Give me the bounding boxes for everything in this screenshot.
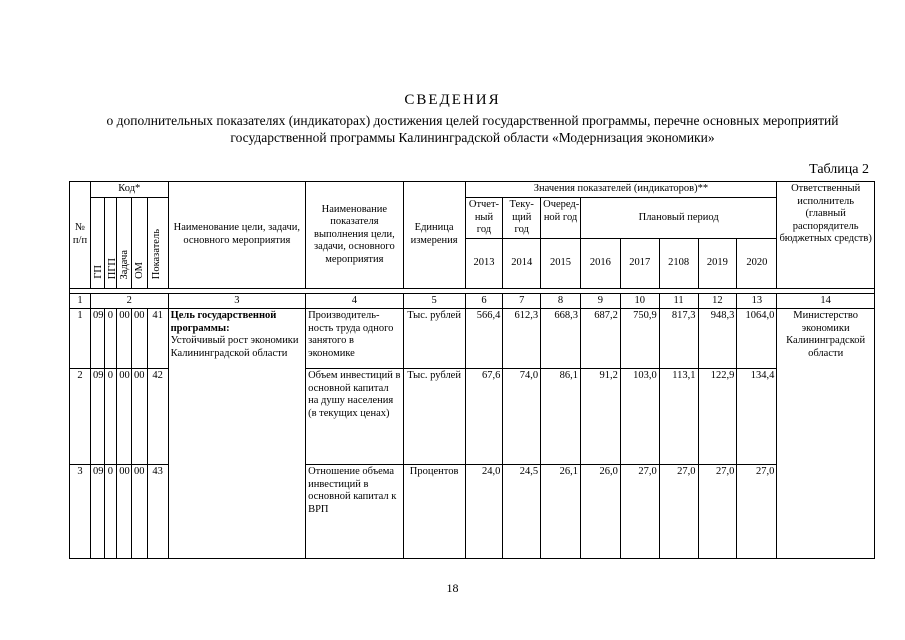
code-task: 00 [117,369,132,465]
col-number: 13 [737,293,777,309]
col-number: 12 [698,293,737,309]
value-2017: 750,9 [620,309,659,369]
header-goal: Наименование цели, задачи, основного мероприятия [168,182,305,289]
unit: Процентов [403,465,465,559]
value-2014: 74,0 [503,369,541,465]
goal-title: Цель государственной программы: [170,310,277,334]
value-2015: 668,3 [541,309,581,369]
value-2016: 26,0 [580,465,620,559]
code-gp: 09 [90,369,104,465]
year-2015: 2015 [541,238,581,288]
value-2015: 26,1 [541,465,581,559]
code-om: 00 [131,309,147,369]
col-number: 2 [90,293,168,309]
value-2108: 27,0 [659,465,698,559]
row-num: 3 [70,465,91,559]
code-gp: 09 [90,465,104,559]
year-2013: 2013 [465,238,503,288]
document-subtitle: о дополнительных показателях (индикаторах) достижения целей государственной программы, перечне основных мероприятий государственной программы Калининградской области «Модернизация экономики» [106,113,839,145]
header-indicator: Наименование показателя выполнения цели, задачи, основного мероприятия [306,182,404,289]
code-pgp: 0 [104,465,117,559]
table-label: Таблица 2 [809,162,869,177]
code-om: 00 [131,369,147,465]
row-num: 2 [70,369,91,465]
header-values: Значения показателей (индикаторов)** [465,182,777,198]
col-number: 4 [306,293,404,309]
value-2020: 134,4 [737,369,777,465]
value-2108: 817,3 [659,309,698,369]
indicator-name: Производитель-ность труда одного занятого в экономике [306,309,404,369]
header-next-year: Очеред-ной год [541,198,581,239]
unit: Тыс. рублей [403,369,465,465]
col-number: 7 [503,293,541,309]
value-2014: 24,5 [503,465,541,559]
value-2108: 113,1 [659,369,698,465]
col-number: 9 [580,293,620,309]
code-om: 00 [131,465,147,559]
year-2014: 2014 [503,238,541,288]
code-pgp: 0 [104,309,117,369]
col-number: 1 [70,293,91,309]
year-2017: 2017 [620,238,659,288]
value-2020: 1064,0 [737,309,777,369]
year-2016: 2016 [580,238,620,288]
header-current-year: Теку-щий год [503,198,541,239]
header-code-pgp: ПГП [106,257,118,279]
header-code-gp: ГП [92,265,104,279]
goal-text: Устойчивый рост экономики Калининградской области [170,335,299,359]
code-task: 00 [117,309,132,369]
document-title: СВЕДЕНИЯ [404,92,501,108]
table-row [70,309,875,369]
col-number: 3 [168,293,305,309]
year-2019: 2019 [698,238,737,288]
indicator-name: Объем инвестиций в основной капитал на душу населения (в текущих ценах) [306,369,404,465]
header-report-year: Отчет-ный год [465,198,503,239]
value-2017: 103,0 [620,369,659,465]
indicator-name: Отношение объема инвестиций в основной капитал к ВРП [306,465,404,559]
year-2108: 2108 [659,238,698,288]
header-num: № п/п [70,182,91,289]
page-number: 18 [446,581,459,595]
code-gp: 09 [90,309,104,369]
indicators-table [69,181,875,559]
value-2019: 122,9 [698,369,737,465]
row-num: 1 [70,309,91,369]
header-plan-period: Плановый период [580,198,776,239]
value-2013: 566,4 [465,309,503,369]
value-2014: 612,3 [503,309,541,369]
col-number: 10 [620,293,659,309]
col-number: 14 [777,293,875,309]
header-code-om: ОМ [133,262,145,279]
header-code-indicator: Показатель [151,228,163,279]
header-code-task: Задача [119,249,131,279]
value-2013: 67,6 [465,369,503,465]
code-indicator: 43 [147,465,168,559]
responsible-executor: Министерство экономики Калининградской области [777,309,875,559]
code-indicator: 41 [147,309,168,369]
col-number: 6 [465,293,503,309]
value-2019: 27,0 [698,465,737,559]
unit: Тыс. рублей [403,309,465,369]
col-number: 8 [541,293,581,309]
code-pgp: 0 [104,369,117,465]
header-unit: Единица измерения [403,182,465,289]
col-number: 5 [403,293,465,309]
header-code: Код* [90,182,168,198]
goal-cell [168,309,305,559]
year-2020: 2020 [737,238,777,288]
value-2019: 948,3 [698,309,737,369]
code-indicator: 42 [147,369,168,465]
value-2016: 687,2 [580,309,620,369]
header-responsible: Ответственный исполнитель (главный распорядитель бюджетных средств) [777,182,875,289]
value-2015: 86,1 [541,369,581,465]
value-2020: 27,0 [737,465,777,559]
value-2013: 24,0 [465,465,503,559]
code-task: 00 [117,465,132,559]
value-2016: 91,2 [580,369,620,465]
value-2017: 27,0 [620,465,659,559]
col-number: 11 [659,293,698,309]
